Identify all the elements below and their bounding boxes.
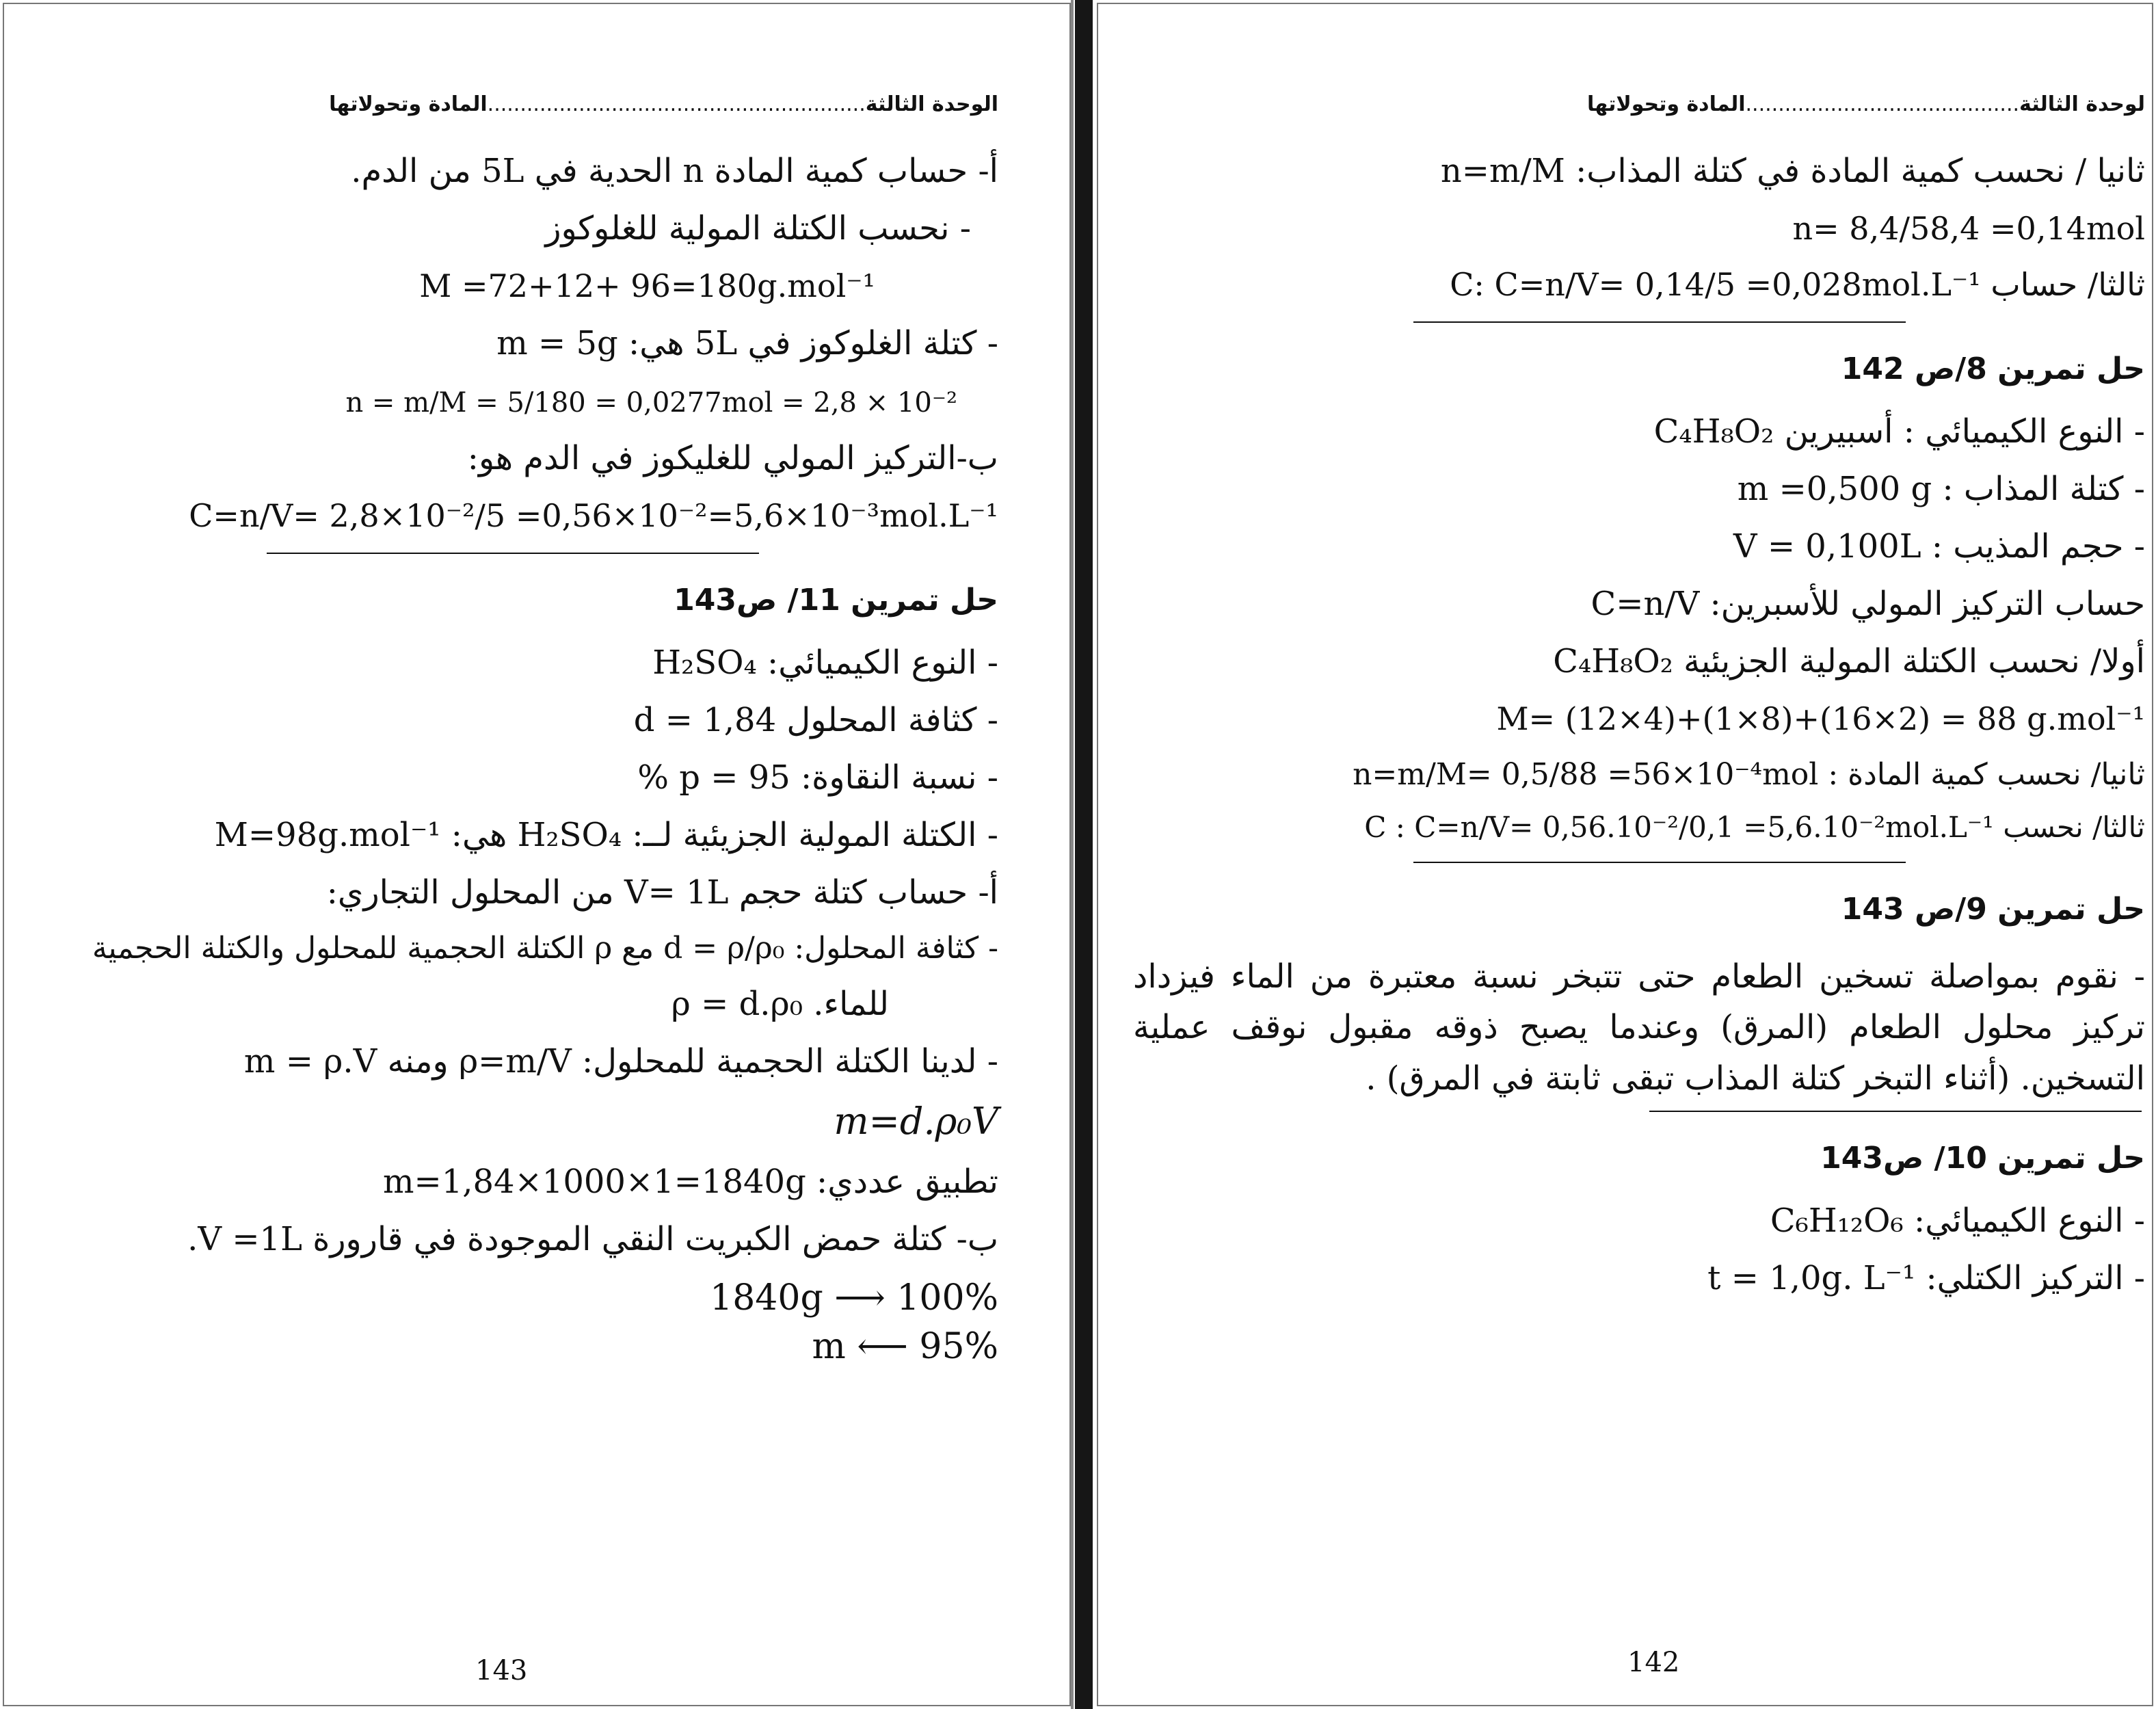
page-number: 142 [1627,1647,1680,1678]
equation: M= (12×4)+(1×8)+(16×2) = 88 g.mol⁻¹ [1496,700,2145,737]
equation: M =72+12+ 96=180g.mol⁻¹ [419,267,875,304]
text-line: - نحسب الكتلة المولية للغلوكوز [545,209,971,248]
text-line: أ- حساب كمية المادة n الحدية في 5L من الدم. [351,152,998,190]
header-unit: لوحدة الثالثة [2019,92,2145,116]
header-subject: المادة وتحولاتها [1587,92,1746,116]
proportion-row: 1840g ⟶ 100% [710,1277,998,1319]
header-dots: .......................................................... [487,92,866,116]
text-line: - لدينا الكتلة الحجمية للمحلول: ρ=m/V ومنه m = ρ.V [243,1042,998,1081]
separator-rule [1413,862,1906,863]
right-page [1094,0,2156,1709]
exercise-title: حل تمرين 10/ ص143 [1820,1141,2145,1176]
text-line: ب- كتلة حمض الكبريت النقي الموجودة في قارورة V =1L. [187,1219,998,1258]
right-page-content [1133,150,2145,1315]
exercise-title: حل تمرين 9/ص 143 [1841,892,2145,927]
text-line: للماء. ρ = d.ρ₀ [671,985,889,1023]
list-item: - حجم المذيب : V = 0,100L [1733,527,2145,566]
separator-rule [1649,1111,2142,1112]
text-line: - كثافة المحلول: d = ρ/ρ₀ مع ρ الكتلة الحجمية للمحلول والكتلة الحجمية [92,931,998,966]
list-item: - النوع الكيميائي: H₂SO₄ [652,644,998,682]
text-line: - كتلة الغلوكوز في 5L هي: m = 5g [496,324,998,362]
separator-rule [267,553,759,554]
running-header [329,92,998,116]
list-item: - التركيز الكتلي: t = 1,0g. L⁻¹ [1707,1259,2145,1298]
equation: n= 8,4/58,4 =0,14mol [1792,210,2145,247]
text-line: ثالثا/ نحسب C : C=n/V= 0,56.10⁻²/0,1 =5,6.10⁻²mol.L⁻¹ [1364,810,2145,844]
list-item: - النوع الكيميائي : أسبيرين C₄H₈O₂ [1653,412,2145,451]
exercise-title: حل تمرين 8/ص 142 [1841,351,2145,386]
left-page-content [21,150,998,1386]
text-line: ثانيا / نحسب كمية المادة في كتلة المذاب: n=m/M [1440,152,2145,190]
text-line: حساب التركيز المولي للأسبرين: C=n/V [1591,584,2145,623]
header-subject: المادة وتحولاتها [329,92,488,116]
list-item: - كتلة المذاب : m =0,500 g [1737,469,2145,508]
text-line: أولا/ نحسب الكتلة المولية الجزيئية C₄H₈O₂ [1553,641,2145,680]
equation: m=d.ρ₀V [834,1100,998,1143]
left-page [0,0,1074,1709]
text-line: ب-التركيز المولي للغليكوز في الدم هو: [467,439,998,477]
list-item: - النوع الكيميائي: C₆H₁₂O₆ [1770,1202,2145,1241]
text-line: أ- حساب كتلة حجم V= 1L من المحلول التجاري: [326,873,998,912]
text-line: تطبيق عددي: m=1,84×1000×1=1840g [382,1162,998,1201]
paragraph: - نقوم بمواصلة تسخين الطعام حتى تتبخر نسبة معتبرة من الماء فيزداد تركيز محلول الطعام (المرق) وعندما يصبح ذوقه مقبول نوقف عملية التسخين. (أثناء التبخر كتلة المذاب تبقى ثابتة في المرق) . [1133,957,2145,1098]
header-dots: .......................................... [1745,92,2020,116]
separator-rule [1413,321,1906,323]
page-number: 143 [475,1655,528,1686]
proportion-row: m ⟵ 95% [812,1325,998,1367]
equation: C=n/V= 2,8×10⁻²/5 =0,56×10⁻²=5,6×10⁻³mol.L⁻¹ [189,497,998,534]
header-unit: الوحدة الثالثة [865,92,998,116]
text-line: ثانيا/ نحسب كمية المادة : n=m/M= 0,5/88 =56×10⁻⁴mol [1353,756,2145,792]
running-header [1587,92,2145,116]
list-item: - كثافة المحلول d = 1,84 [633,701,998,739]
book-spine [1075,0,1093,1709]
equation: n = m/M = 5/180 = 0,0277mol = 2,8 × 10⁻² [345,387,957,419]
text-line: ثالثا/ حساب C: C=n/V= 0,14/5 =0,028mol.L⁻¹ [1450,266,2145,303]
list-item: - نسبة النقاوة: p = 95 % [637,758,998,797]
list-item: - الكتلة المولية الجزيئية لــ: H₂SO₄ هي: M=98g.mol⁻¹ [214,816,998,854]
spine-edge [1071,0,1074,1709]
exercise-title: حل تمرين 11/ ص143 [674,583,998,618]
